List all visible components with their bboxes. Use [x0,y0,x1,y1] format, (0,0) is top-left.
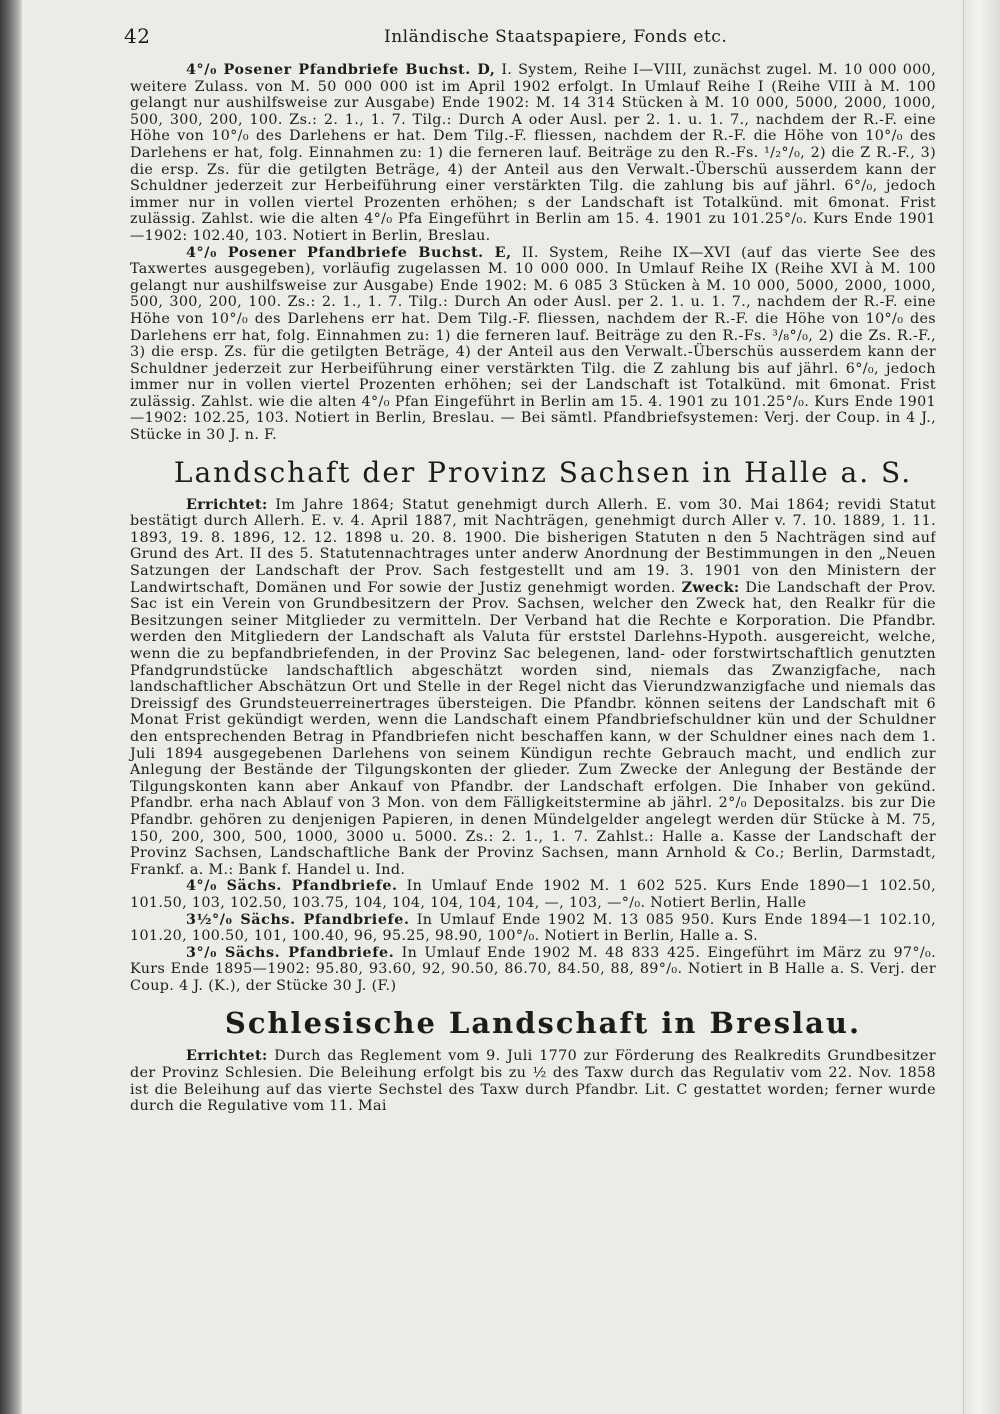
sachsen-4pct-paragraph [130,878,936,911]
sachsen-errichtet-label: Errichtet: [186,496,268,513]
posener-e-text: II. System, Reihe IX—XVI (auf das vierte See des Taxwertes ausgegeben), vorläufig zugelassen M. 10 000 000. In Umlauf Reihe IX (Reihe XVI à M. 100 gelangt nur aushilfsweise zur Ausgabe) Ende 1902: M. 6 085 3 Stücken à M. 10 000, 5000, 2000, 1000, 500, 300, 200, 100. Zs.: 2. 1., 1. 7. Tilg.: Durch An oder Ausl. per 2. 1. u. 1. 7., nachdem der R.-F. eine Höhe von 10°/₀ des Darlehens err hat. Dem Tilg.-F. fliessen, nachdem der R.-F. die Höhe von 10°/₀ des Darlehens err hat, folg. Einnahmen zu: 1) die ferneren lauf. Beiträge zu den R.-Fs. ³/₈°/₀, 2) die Zs. R.-F., 3) die ersp. Zs. für die getilgten Beträge, 4) der Anteil aus den Verwalt.-Überschüs ausserdem kann der Schuldner jederzeit zur Herbeiführung einer verstärkten Tilg. die Z zahlung bis auf jährl. 6°/₀, jedoch immer nur in vollen viertel Prozenten erhöhen; sei der Landschaft ist Totalkünd. mit 6monat. Frist zulässig. Zahlst. wie die alten 4°/₀ Pfan Eingeführt in Berlin am 15. 4. 1901 zu 101.25°/₀. Kurs Ende 1901—1902: 102.25, 103. Notiert in Berlin, Breslau. — Bei sämtl. Pfandbriefsystemen: Verj. der Coup. in 4 J., Stücke in 30 J. n. F. [130,244,936,444]
schlesien-errichtet-paragraph [130,1048,936,1114]
sachsen-35pct-paragraph [130,912,936,945]
schlesien-section [110,1048,936,1114]
sachsen-zweck-label: Zweck: [681,579,740,596]
sachsen-errichtet-paragraph [130,497,936,879]
page-edge [963,0,1000,1414]
posener-d-text: I. System, Reihe I—VIII, zunächst zugel. M. 10 000 000, weitere Zulass. von M. 50 000 000 ist im April 1902 erfolgt. In Umlauf Reihe I (Reihe VIII à M. 100 gelangt nur aushilfsweise zur Ausgabe) Ende 1902: M. 14 314 Stücken à M. 10 000, 5000, 2000, 1000, 500, 300, 200, 100. Zs.: 2. 1., 1. 7. Tilg.: Durch A oder Ausl. per 2. 1. u. 1. 7., nachdem der R.-F. eine Höhe von 10°/₀ des Darlehens er hat. Dem Tilg.-F. fliessen, nachdem der R.-F. die Höhe von 10°/₀ des Darlehens er hat, folg. Einnahmen zu: 1) die ferneren lauf. Beiträge zu den R.-Fs. ¹/₂°/₀, 2) die Z R.-F., 3) die ersp. Zs. für die getilgten Beträge, 4) der Anteil aus den Verwalt.-Überschü ausserdem kann der Schuldner jederzeit zur Herbeiführung einer verstärkten Tilg. die zahlung bis auf jährl. 6°/₀, jedoch immer nur in vollen viertel Prozenten erhöhen; s der Landschaft ist Totalkünd. mit 6monat. Frist zulässig. Zahlst. wie die alten 4°/₀ Pfa Eingeführt in Berlin am 15. 4. 1901 zu 101.25°/₀. Kurs Ende 1901—1902: 102.40, 103. Notiert in Berlin, Breslau. [130,62,936,244]
schlesien-errichtet-text: Durch das Reglement vom 9. Juli 1770 zur Förderung des Realkredits Grundbesitzer der Provinz Schlesien. Die Beleihung erfolgt bis zu ½ des Taxw durch das Regulativ vom 22. Nov. 1858 ist die Beleihung auf das vierte Sechstel des Taxw durch Pfandbr. Lit. C gestattet worden; ferner wurde durch die Regulative vom 11. Mai [130,1048,936,1115]
sachsen-section [110,497,936,995]
sachsen-zweck-text: Die Landschaft der Prov. Sac ist ein Verein von Grundbesitzern der Prov. Sachsen, welcher den Zweck hat, den Realkr für die Besitzungen seiner Mitglieder zu vermitteln. Der Verband hat die Rechte e Korporation. Die Pfandbr. werden den Mitgliedern der Landschaft als Valuta für erststel Darlehns-Hypoth. ausgereicht, welche, wenn die zu bepfandbriefenden, in der Provinz Sac belegenen, land- oder forstwirtschaftlich genutzten Pfandgrundstücke landschaftlich abgeschätzt worden sind, niemals das Zwanzigfache, nach landschaftlicher Abschätzun Ort und Stelle in der Regel nicht das Vierundzwanzigfache und niemals das Dreissigf des Grundsteuerreinertrages übersteigen. Die Pfandbr. können seitens der Landschaft mit 6 Monat Frist gekündigt werden, wenn die Landschaft einem Pfandbriefschuldner kün und der Schuldner den entsprechenden Betrag in Pfandbriefen nicht beschaffen kann, w der Schuldner eines nach dem 1. Juli 1894 ausgegebenen Darlehens von seinem Kündigun rechte Gebrauch macht, und endlich zur Anlegung der Bestände der Tilgungskonten der glieder. Zum Zwecke der Anlegung der Bestände der Tilgungskonten kann aber Ankauf von Pfandbr. der Landschaft erfolgen. Die Inhaber von gekünd. Pfandbr. erha nach Ablauf von 3 Mon. von dem Fälligkeitstermine ab jährl. 2°/₀ Depositalzs. bis zur Die Pfandbr. gehören zu denjenigen Papieren, in denen Mündelgelder angelegt werden dür Stücke à M. 75, 150, 200, 300, 500, 1000, 3000 u. 5000. Zs.: 2. 1., 1. 7. Zahlst.: Halle a. Kasse der Landschaft der Provinz Sachsen, Landschaftliche Bank der Provinz Sachsen, mann Arnhold & Co.; Berlin, Darmstadt, Frankf. a. M.: Bank f. Handel u. Ind. [130,579,936,878]
document-page [110,22,936,1402]
sachsen-35pct-lead: 3½°/₀ Sächs. Pfandbriefe. [186,911,410,928]
running-head [110,22,936,58]
running-title: Inländische Staatspapiere, Fonds etc. [384,27,728,47]
posener-section [110,62,936,444]
sachsen-errichtet-text: Im Jahre 1864; Statut genehmigt durch Allerh. E. vom 30. Mai 1864; revidi Statut bestätigt durch Allerh. E. v. 4. April 1887, mit Nachträgen, genehmigt durch Aller v. 7. 10. 1889, 1. 11. 1893, 19. 8. 1896, 12. 12. 1898 u. 20. 8. 1900. Die bisherigen Statuten n den 5 Nachträgen sind auf Grund des Art. II des 5. Statutennachtrages unter anderw Anordnung der Bestimmungen in den „Neuen Satzungen der Landschaft der Prov. Sach festgestellt und am 19. 3. 1901 von den Ministern der Landwirtschaft, Domänen und For sowie der Justiz genehmigt worden. [130,496,936,596]
posener-d-lead: 4°/₀ Posener Pfandbriefe Buchst. D, [186,62,496,78]
schlesien-errichtet-label: Errichtet: [186,1048,268,1065]
posener-d-paragraph [130,62,936,245]
sachsen-heading: Landschaft der Provinz Sachsen in Halle a. S. [173,455,913,489]
sachsen-4pct-text: In Umlauf Ende 1902 M. 1 602 525. Kurs Ende 1890—1 102.50, 101.50, 103, 102.50, 103.75, 104, 104, 104, 104, 104, —, 103, —°/₀. Notiert Berlin, Halle [130,878,936,911]
posener-e-lead: 4°/₀ Posener Pfandbriefe Buchst. E, [186,244,512,261]
binding-shadow [0,0,22,1414]
sachsen-3pct-text: In Umlauf Ende 1902 M. 48 833 425. Eingeführt im März zu 97°/₀. Kurs Ende 1895—1902: 95.80, 93.60, 92, 90.50, 86.70, 84.50, 88, 89°/₀. Notiert in B Halle a. S. Verj. der Coup. 4 J. (K.), der Stücke 30 J. (F.) [130,944,936,994]
posener-e-paragraph [130,245,936,444]
sachsen-35pct-text: In Umlauf Ende 1902 M. 13 085 950. Kurs Ende 1894—1 102.10, 101.20, 100.50, 101, 100.40, 96, 95.25, 98.90, 100°/₀. Notiert in Berlin, Halle a. S. [130,911,936,945]
sachsen-4pct-lead: 4°/₀ Sächs. Pfandbriefe. [186,878,398,895]
schlesien-heading: Schlesische Landschaft in Breslau. [224,1006,862,1041]
sachsen-3pct-lead: 3°/₀ Sächs. Pfandbriefe. [186,944,395,961]
sachsen-3pct-paragraph [130,945,936,995]
page-number: 42 [124,24,151,48]
